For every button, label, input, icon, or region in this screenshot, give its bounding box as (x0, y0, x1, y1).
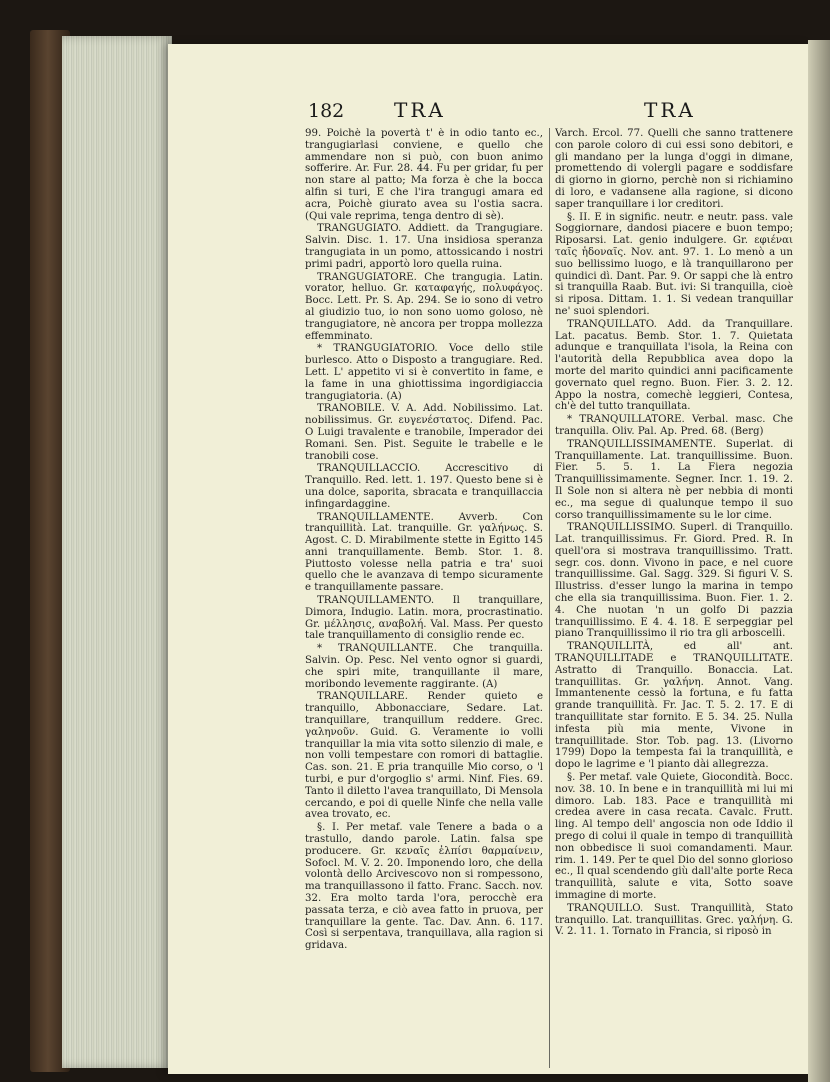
left-column (305, 128, 543, 1068)
running-head-left: TRA (394, 98, 446, 122)
entry-paragraph: TRANQUILLACCIO. Accrescitivo di Tranquillo. Red. lett. 1. 197. Questo bene si è una dolce, saporita, sbracata e tranquillaccia infingardaggine. (305, 463, 543, 510)
entry-paragraph: TRANQUILLARE. Render quieto e tranquillo, Abbonacciare, Sedare. Lat. tranquillare, tranquillum reddere. Grec. γαληνοῦν. Guid. G. Veramente io volli tranquillar la mia vita sotto silenzio di male, e non volli tempestare con romori di battaglie. Cas. son. 21. E pria tranquille Mio corso, o 'l turbi, e pur d'orgoglio s' armi. Ninf. Fies. 69. Tanto il diletto l'avea tranquillato, Di Mensola cercando, e poi di quelle Ninfe che nella valle avea trovato, ec. (305, 691, 543, 821)
entry-paragraph: §. II. E in signific. neutr. e neutr. pass. vale Soggiornare, dandosi piacere e buon tempo; Riposarsi. Lat. genio indulgere. Gr. εφιέναι ταῖς ἡδοναῖς. Nov. ant. 97. 1. Lo menò a un suo bellissimo luogo, e là tranquillarono per quindici dì. Dant. Par. 9. Or sappi che là entro si tranquilla Raab. But. ivi: Si tranquilla, cioè si riposa. Dittam. 1. 1. Si vedean tranquillar ne' suoi splendori. (555, 211, 793, 317)
column-divider (549, 128, 550, 1068)
running-head-right: TRA (644, 98, 696, 122)
entry-paragraph: * TRANGUGIATORIO. Voce dello stile burlesco. Atto o Disposto a trangugiare. Red. Lett. L' appetito vi si è convertito in fame, e la fame in una ghiottissima ingordigiaccia trangugiatoria. (A) (305, 343, 543, 402)
entry-paragraph: TRANQUILLO. Sust. Tranquillità, Stato tranquillo. Lat. tranquillitas. Grec. γαλήνη. G. V. 2. 11. 1. Tornato in Francia, si riposò in (555, 902, 793, 938)
entry-paragraph: TRANGUGIATORE. Che trangugia. Latin. vorator, helluo. Gr. καταφαγής, πολυφάγος. Bocc. Lett. Pr. S. Ap. 294. Se io sono di vetro al giudizio tuo, io non sono uomo goloso, nè trangugiatore, nè ancora per troppa mollezza effemminato. (305, 271, 543, 342)
right-column (555, 128, 793, 1068)
entry-paragraph: TRANQUILLAMENTE. Avverb. Con tranquillità. Lat. tranquille. Gr. γαλήνως. S. Agost. C. D. Mirabilmente stette in Egitto 145 anni tranquillamente. Bemb. Stor. 1. 8. Piuttosto volesse nella patria e tra' suoi quello che le avanzava di tempo sicuramente e tranquillamente passare. (305, 511, 543, 594)
entry-paragraph: TRANGUGIATO. Addiett. da Trangugiare. Salvin. Disc. 1. 17. Una insidiosa speranza trangugiata in un pomo, attossicando i nostri primi padri, apportò loro quella ruina. (305, 223, 543, 270)
entry-paragraph: * TRANQUILLANTE. Che tranquilla. Salvin. Op. Pesc. Nel vento ognor si guardi, che spiri mite, tranquillante il mare, moribondo levemente raggirante. (A) (305, 643, 543, 690)
entry-paragraph: Varch. Ercol. 77. Quelli che sanno trattenere con parole coloro di cui essi sono debitori, e gli mandano per la lunga d'oggi in dimane, promettendo di volergli pagare e soddisfare di giorno in giorno, perchè non si richiamino di loro, e vadansene alla ragione, si dicono saper tranquillare i lor creditori. (555, 128, 793, 210)
entry-paragraph: TRANQUILLATO. Add. da Tranquillare. Lat. pacatus. Bemb. Stor. 1. 7. Quietata adunque e tranquillata l'isola, la Reina con l'autorità della Repubblica avea dopo la morte del marito quindici anni pacificamente governato quel regno. Buon. Fier. 3. 2. 12. Appo la nostra, comechè leggieri, Contesa, ch'è del tutto tranquillata. (555, 318, 793, 413)
entry-paragraph: §. I. Per metaf. vale Tenere a bada o a trastullo, dando parole. Latin. falsa spe producere. Gr. κεναῖς ἐλπίσι θαρμαίνειν, Sofocl. M. V. 2. 20. Imponendo loro, che della volontà dello Arcivescovo non si rompessono, ma tranquillassono il fatto. Franc. Sacch. nov. 32. Era molto tarda l'ora, perocchè era passata terza, e ciò avea fatto in pruova, per tranquillare la gente. Tac. Dav. Ann. 6. 117. Così si serpentava, tranquillava, alla ragion si gridava. (305, 822, 543, 952)
entry-paragraph: 99. Poichè la povertà t' è in odio tanto ec., trangugiarlasi conviene, e quello che ammendare non si può, con buon animo sofferire. Ar. Fur. 28. 44. Fu per gridar, fu per non stare al patto; Ma forza è che la bocca alfin si turi, E che l'ira trangugi amara ed acra, Poichè giurato avea su l'ostia sacra. (Qui vale reprima, tenga dentro di sè). (305, 128, 543, 222)
entry-paragraph: TRANQUILLISSIMAMENTE. Superlat. di Tranquillamente. Lat. tranquillissime. Buon. Fier. 5. 5. 1. La Fiera negozia Tranquillissimamente. Segner. Incr. 1. 19. 2. Il Sole non si altera nè per nebbia di monti ec., ma segue di qualunque tempo il suo corso tranquillissimamente su le lor cime. (555, 438, 793, 521)
next-page-edge (808, 40, 830, 1082)
entry-paragraph: TRANQUILLITÀ, ed all' ant. TRANQUILLITADE e TRANQUILLITATE. Astratto di Tranquillo. Bonaccia. Lat. tranquillitas. Gr. γαλήνη. Annot. Vang. Immantenente cessò la fortuna, e fu fatta grande tranquillità. Fr. Jac. T. 5. 2. 17. E di tranquillitate star fornito. E 5. 34. 25. Nulla infesta più mia mente, Vivone in tranquillitade. Stor. Tob. pag. 13. (Livorno 1799) Dopo la tempesta fai la tranquillità, e dopo le lagrime e 'l pianto dài allegrezza. (555, 641, 793, 771)
page-number: 182 (308, 100, 345, 122)
page-edges (62, 36, 172, 1068)
entry-paragraph: TRANQUILLISSIMO. Superl. di Tranquillo. Lat. tranquillissimus. Fr. Giord. Pred. R. In quell'ora si mostrava tranquillissimo. Tratt. segr. cos. donn. Vivono in pace, e nel cuore tranquillissime. Gal. Sagg. 329. Si figuri V. S. Illustriss. d'esser lungo la marina in tempo che ella sia tranquillissima. Buon. Fier. 1. 2. 4. Che nuotan 'n un golfo Di pazzia tranquillissimo. E 4. 4. 18. E serpeggiar pel piano Tranquillissimo il rio tra gli arboscelli. (555, 522, 793, 640)
entry-paragraph: * TRANQUILLATORE. Verbal. masc. Che tranquilla. Oliv. Pal. Ap. Pred. 68. (Berg) (555, 414, 793, 437)
entry-paragraph: TRANOBILE. V. A. Add. Nobilissimo. Lat. nobilissimus. Gr. ευγενέστατος. Difend. Pac. O Luigi travalente e tranobile, Imperador dei Romani. Sen. Pist. Seguite le trabelle e le tranobili cose. (305, 403, 543, 462)
entry-paragraph: §. Per metaf. vale Quiete, Giocondità. Bocc. nov. 38. 10. In bene e in tranquillità mi lui mi dimoro. Lab. 183. Pace e tranquillità mi credea avere in casa recata. Cavalc. Frutt. ling. Al tempo dell' angoscia non ode Iddio il prego di colui il quale in tempo di tranquillità non obbedisce li suoi comandamenti. Maur. rim. 1. 149. Per te quel Dio del sonno glorioso ec., Il qual scendendo giù dall'alte porte Reca tranquillità, salute e vita, Sotto soave immagine di morte. (555, 772, 793, 901)
entry-paragraph: TRANQUILLAMENTO. Il tranquillare, Dimora, Indugio. Latin. mora, procrastinatio. Gr. μέλλησις, αναβολή. Val. Mass. Per questo tale tranquillamento di consiglio rende ec. (305, 595, 543, 642)
